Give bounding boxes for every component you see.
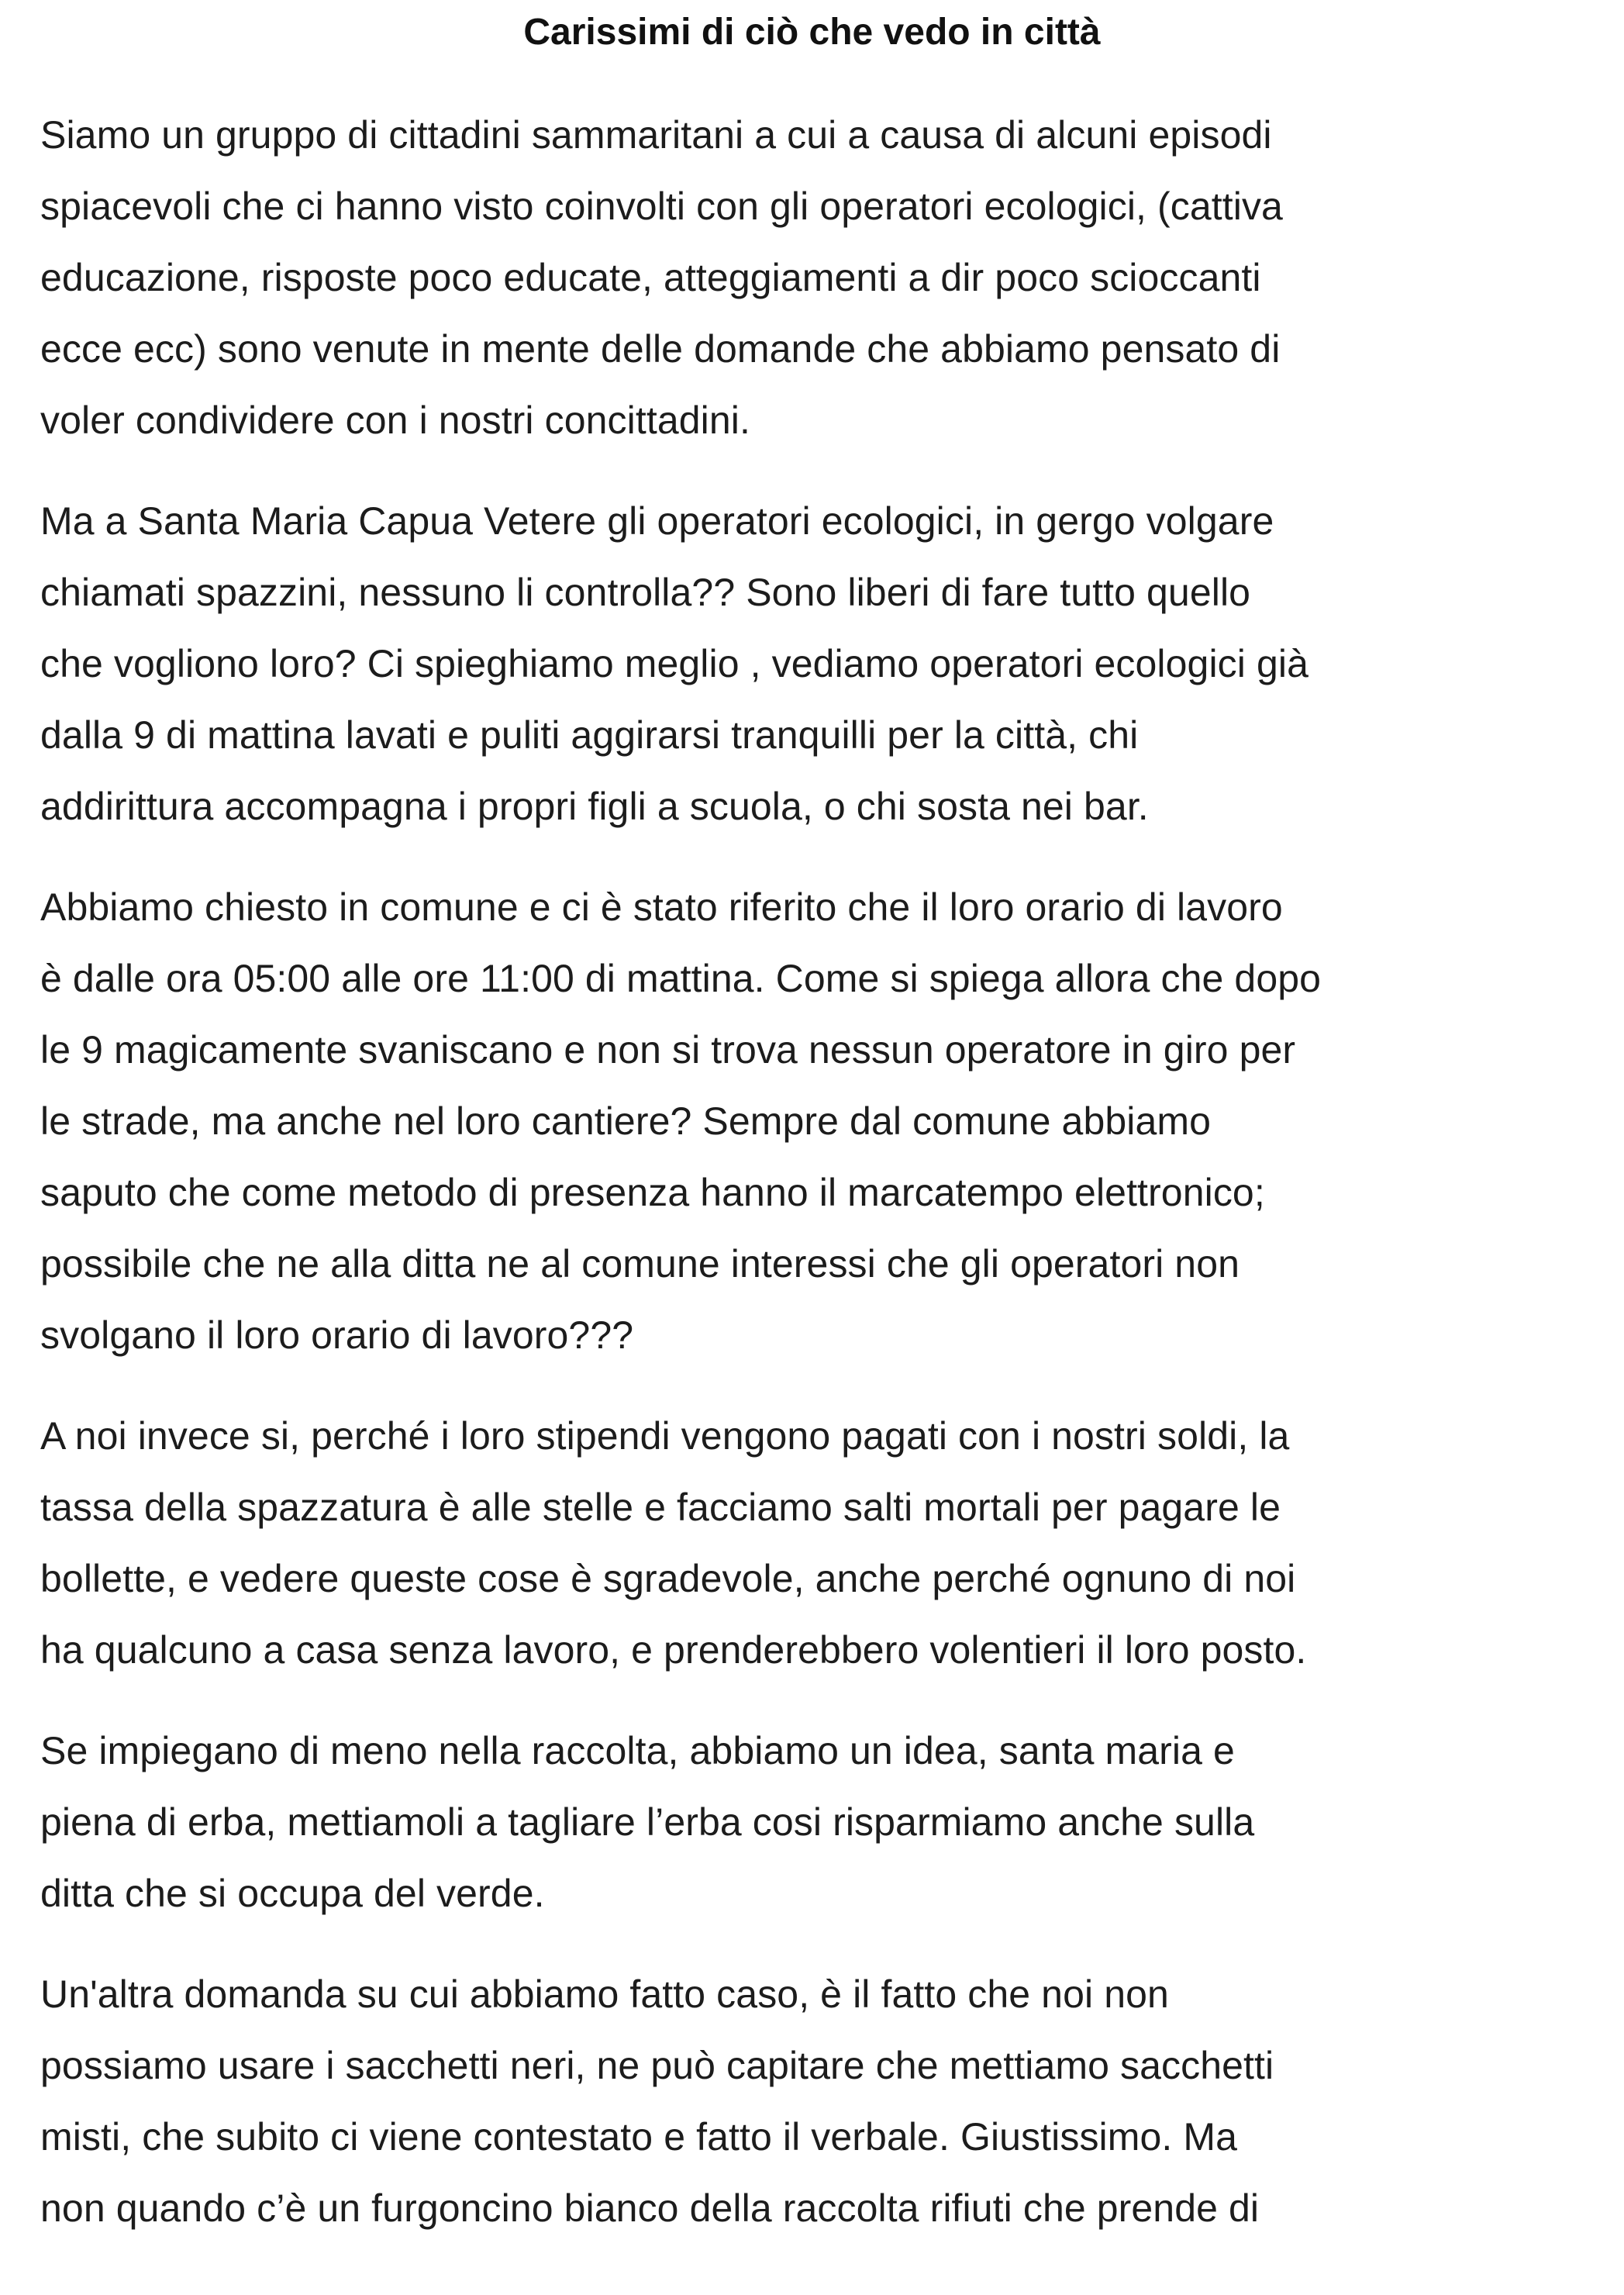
document-title: Carissimi di ciò che vedo in città — [523, 12, 1101, 53]
text-line: A noi invece si, perché i loro stipendi vengono pagati con i nostri soldi, la — [40, 1414, 1290, 1458]
text-line: ha qualcuno a casa senza lavoro, e prenderebbero volentieri il loro posto. — [40, 1628, 1307, 1672]
text-line: misti, che subito ci viene contestato e fatto il verbale. Giustissimo. Ma — [40, 2115, 1238, 2159]
text-line: saputo che come metodo di presenza hanno il marcatempo elettronico; — [40, 1171, 1265, 1214]
text-line: Se impiegano di meno nella raccolta, abbiamo un idea, santa maria e — [40, 1729, 1235, 1772]
text-line: è dalle ora 05:00 alle ore 11:00 di mattina. Come si spiega allora che dopo — [40, 957, 1322, 1000]
text-line: spiacevoli che ci hanno visto coinvolti con gli operatori ecologici, (cattiva — [40, 185, 1283, 228]
text-line: le strade, ma anche nel loro cantiere? Sempre dal comune abbiamo — [40, 1099, 1212, 1143]
text-line: ecce ecc) sono venute in mente delle domande che abbiamo pensato di — [40, 327, 1281, 371]
text-line: Un'altra domanda su cui abbiamo fatto caso, è il fatto che noi non — [40, 1972, 1169, 2016]
text-line: possibile che ne alla ditta ne al comune interessi che gli operatori non — [40, 1242, 1240, 1286]
text-line: addirittura accompagna i propri figli a scuola, o chi sosta nei bar. — [40, 785, 1149, 828]
paragraph — [40, 1400, 1598, 1686]
text-line: chiamati spazzini, nessuno li controlla?? Sono liberi di fare tutto quello — [40, 571, 1251, 614]
paragraph — [40, 99, 1598, 456]
text-line: che vogliono loro? Ci spieghiamo meglio , vediamo operatori ecologici già — [40, 642, 1309, 685]
text-line: educazione, risposte poco educate, atteggiamenti a dir poco scioccanti — [40, 256, 1261, 299]
paragraph — [40, 1715, 1598, 1929]
text-line: ditta che si occupa del verde. — [40, 1872, 545, 1915]
text-line: Ma a Santa Maria Capua Vetere gli operatori ecologici, in gergo volgare — [40, 499, 1274, 543]
paragraph — [40, 1959, 1598, 2244]
text-line: voler condividere con i nostri concittadini. — [40, 399, 750, 442]
text-line: possiamo usare i sacchetti neri, ne può capitare che mettiamo sacchetti — [40, 2044, 1274, 2087]
document-body — [40, 99, 1598, 2273]
text-line: bollette, e vedere queste cose è sgradevole, anche perché ognuno di noi — [40, 1557, 1296, 1600]
text-line: dalla 9 di mattina lavati e puliti aggirarsi tranquilli per la città, chi — [40, 713, 1139, 757]
text-line: non quando c’è un furgoncino bianco della raccolta rifiuti che prende di — [40, 2186, 1260, 2230]
text-line: Siamo un gruppo di cittadini sammaritani a cui a causa di alcuni episodi — [40, 113, 1272, 157]
text-line: le 9 magicamente svaniscano e non si trova nessun operatore in giro per — [40, 1028, 1296, 1072]
text-line: svolgano il loro orario di lavoro??? — [40, 1313, 634, 1357]
text-line: Abbiamo chiesto in comune e ci è stato riferito che il loro orario di lavoro — [40, 885, 1283, 929]
paragraph — [40, 485, 1598, 842]
text-line: piena di erba, mettiamoli a tagliare l’erba cosi risparmiamo anche sulla — [40, 1800, 1255, 1844]
paragraph — [40, 871, 1598, 1371]
text-line: tassa della spazzatura è alle stelle e facciamo salti mortali per pagare le — [40, 1486, 1281, 1529]
